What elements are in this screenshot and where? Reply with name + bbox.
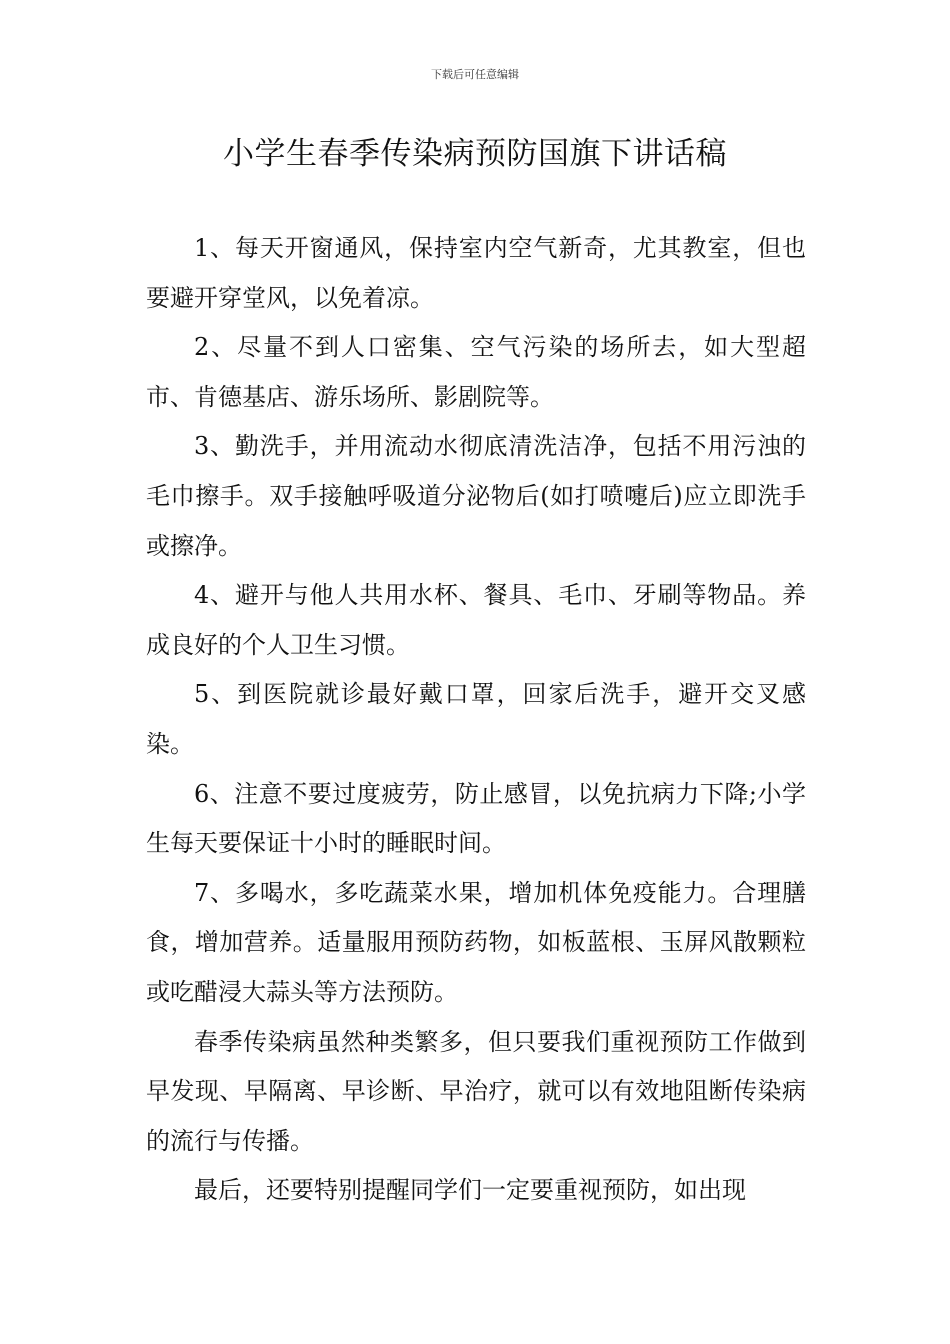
paragraph-1: 1、每天开窗通风，保持室内空气新奇，尤其教室，但也要避开穿堂风，以免着凉。 [146, 234, 806, 312]
paragraph-5: 5、到医院就诊最好戴口罩，回家后洗手，避开交叉感染。 [146, 680, 806, 758]
paragraph-4: 4、避开与他人共用水杯、餐具、毛巾、牙刷等物品。养成良好的个人卫生习惯。 [146, 581, 806, 659]
paragraph-2: 2、尽量不到人口密集、空气污染的场所去，如大型超市、肯德基店、游乐场所、影剧院等。 [146, 333, 806, 411]
document-title: 小学生春季传染病预防国旗下讲话稿 [223, 136, 727, 172]
document-body [146, 224, 806, 1216]
paragraph-3: 3、勤洗手，并用流动水彻底清洗洁净，包括不用污浊的毛巾擦手。双手接触呼吸道分泌物后(如打喷嚏后)应立即洗手或擦净。 [146, 432, 806, 560]
paragraph-9: 最后，还要特别提醒同学们一定要重视预防，如出现 [194, 1176, 746, 1205]
paragraph-7: 7、多喝水，多吃蔬菜水果，增加机体免疫能力。合理膳食，增加营养。适量服用预防药物，如板蓝根、玉屏风散颗粒或吃醋浸大蒜头等方法预防。 [146, 878, 806, 1006]
paragraph-6: 6、注意不要过度疲劳，防止感冒，以免抗病力下降;小学生每天要保证十小时的睡眠时间。 [146, 779, 806, 858]
header-note: 下载后可任意编辑 [431, 68, 519, 81]
paragraph-8: 春季传染病虽然种类繁多，但只要我们重视预防工作做到早发现、早隔离、早诊断、早治疗，就可以有效地阻断传染病的流行与传播。 [146, 1027, 806, 1155]
